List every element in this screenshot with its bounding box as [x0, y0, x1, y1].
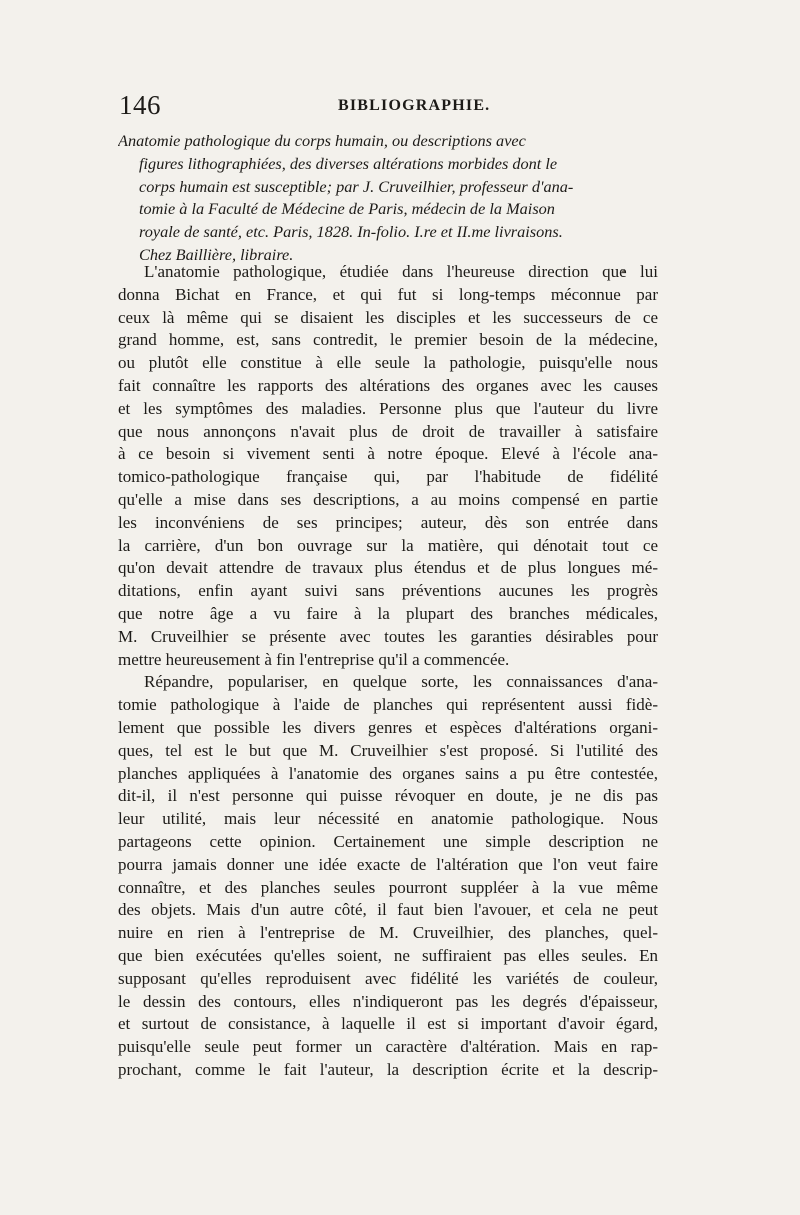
body-line: mettre heureusement à fin l'entreprise qu'il a commencée.	[118, 649, 510, 669]
body-line: tomico-pathologique française qui, par l'habitude de fidélité	[118, 467, 658, 487]
body-line: dit-il, il n'est personne qui puisse révoquer en doute, je ne dis pas	[118, 786, 658, 806]
body-line: connaître, et des planches seules pourront suppléer à la vue même	[118, 877, 658, 897]
body-line: ceux là même qui se disaient les disciples et les successeurs de ce	[118, 307, 658, 327]
entry-line: Anatomie pathologique du corps humain, ou descriptions avec	[118, 131, 526, 150]
body-line: partageons cette opinion. Certainement une simple description ne	[118, 831, 658, 851]
page-number: 146	[119, 90, 161, 120]
body-line: grand homme, est, sans contredit, le premier besoin de la médecine,	[118, 330, 658, 350]
body-line: des objets. Mais d'un autre côté, il faut bien l'avouer, et cela ne peut	[118, 900, 658, 920]
body-line: fait connaître les rapports des altérations des organes avec les causes	[118, 375, 658, 395]
body-line: pourra jamais donner une idée exacte de l'altération que l'on veut faire	[118, 854, 658, 874]
body-line: planches appliquées à l'anatomie des organes sains a pu être contestée,	[118, 763, 658, 783]
body-line: que nous annonçons n'avait plus de droit de travailler à satisfaire	[118, 421, 658, 441]
bibliographic-entry	[118, 130, 658, 267]
body-line: qu'elle a mise dans ses descriptions, a au moins compensé en partie	[118, 489, 658, 509]
body-line: la carrière, d'un bon ouvrage sur la matière, qui dénotait tout ce	[118, 535, 658, 555]
body-line: prochant, comme le fait l'auteur, la description écrite et la descrip-	[118, 1059, 658, 1079]
body-line: leur utilité, mais leur nécessité en anatomie pathologique. Nous	[118, 809, 658, 829]
body-line: le dessin des contours, elles n'indiqueront pas les degrés d'épaisseur,	[118, 991, 658, 1011]
running-head	[117, 88, 660, 122]
body-line: ditations, enfin ayant suivi sans préventions aucunes les progrès	[118, 581, 658, 601]
body-text	[118, 261, 658, 1082]
body-line: et les symptômes des maladies. Personne plus que l'auteur du livre	[118, 398, 658, 418]
body-line: les inconvéniens de ses principes; auteur, dès son entrée dans	[118, 512, 658, 532]
body-line: et surtout de consistance, à laquelle il est si important d'avoir égard,	[118, 1014, 658, 1034]
entry-line: corps humain est susceptible; par J. Cruveilhier, professeur d'ana-	[139, 176, 574, 196]
body-line: L'anatomie pathologique, étudiée dans l'heureuse direction que lui	[144, 262, 658, 281]
body-line: supposant qu'elles reproduisent avec fidélité les variétés de couleur,	[118, 968, 658, 988]
body-line: M. Cruveilhier se présente avec toutes les garanties désirables pour	[118, 626, 658, 646]
body-line: lement que possible les divers genres et espèces d'altérations organi-	[118, 717, 658, 737]
entry-line: royale de santé, etc. Paris, 1828. In-folio. I.re et II.me livraisons.	[139, 222, 563, 242]
body-line: que notre âge a vu faire à la plupart des branches médicales,	[118, 603, 658, 623]
body-line: à ce besoin si vivement senti à notre époque. Elevé à l'école ana-	[118, 444, 658, 464]
running-title: BIBLIOGRAPHIE.	[338, 97, 491, 114]
body-line: Répandre, populariser, en quelque sorte, les connaissances d'ana-	[144, 672, 658, 692]
entry-line: figures lithographiées, des diverses altérations morbides dont le	[139, 153, 558, 173]
body-line: tomie pathologique à l'aide de planches qui représentent aussi fidè-	[118, 695, 658, 715]
body-line: nuire en rien à l'entreprise de M. Cruveilhier, des planches, quel-	[118, 923, 658, 943]
body-line: donna Bichat en France, et qui fut si long-temps méconnue par	[118, 284, 658, 304]
body-line: que bien exécutées qu'elles soient, ne suffiraient pas elles seules. En	[118, 945, 658, 965]
body-line: ou plutôt elle constitue à elle seule la pathologie, puisqu'elle nous	[118, 353, 658, 373]
entry-line: Chez Baillière, libraire.	[139, 244, 294, 264]
body-line: puisqu'elle seule peut former un caractère d'altération. Mais en rap-	[118, 1037, 658, 1057]
entry-line: tomie à la Faculté de Médecine de Paris, médecin de la Maison	[139, 199, 555, 219]
body-line: ques, tel est le but que M. Cruveilhier s'est proposé. Si l'utilité des	[118, 740, 658, 760]
body-line: qu'on devait attendre de travaux plus étendus et de plus longues mé-	[118, 558, 658, 578]
